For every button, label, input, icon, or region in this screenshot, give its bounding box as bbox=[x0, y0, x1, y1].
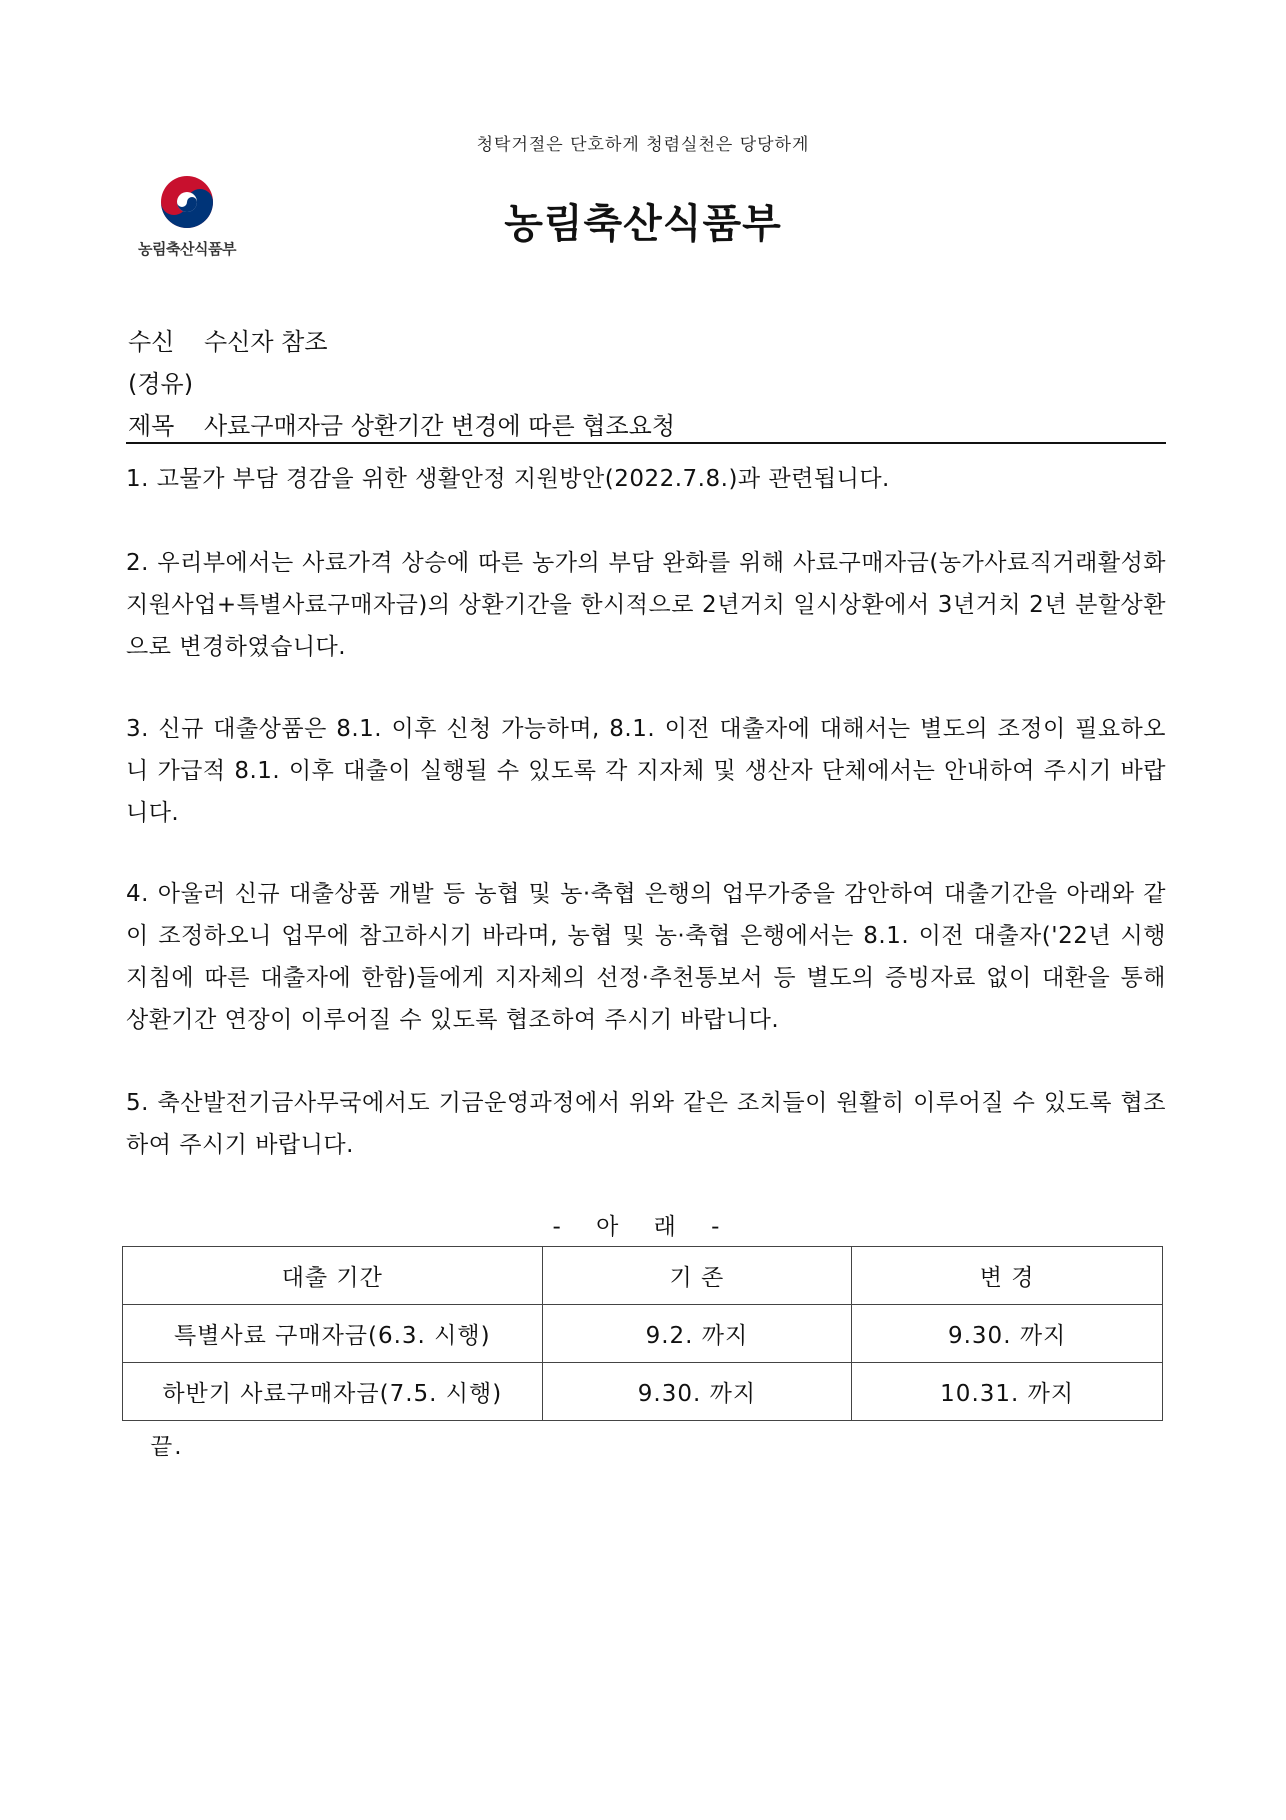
paragraph-3: 3. 신규 대출상품은 8.1. 이후 신청 가능하며, 8.1. 이전 대출자에 대해서는 별도의 조정이 필요하오니 가급적 8.1. 이후 대출이 실행될 수 있도록 각 지자체 및 생산자 단체에서는 안내하여 주시기 바랍니다. bbox=[126, 716, 1166, 826]
via-line: (경유) bbox=[128, 370, 194, 398]
table-header: 대출 기간 bbox=[123, 1247, 543, 1305]
recipient-line bbox=[128, 322, 328, 357]
table-cell: 10.31. 까지 bbox=[852, 1363, 1163, 1421]
table-cell: 특별사료 구매자금(6.3. 시행) bbox=[123, 1305, 543, 1363]
subject-label: 제목 bbox=[128, 412, 175, 440]
recipient-value: 수신자 참조 bbox=[204, 328, 328, 356]
ministry-title: 농림축산식품부 bbox=[504, 201, 782, 247]
table-header: 기 존 bbox=[542, 1247, 852, 1305]
below-heading: - 아 래 - bbox=[552, 1214, 734, 1240]
table-cell: 9.2. 까지 bbox=[542, 1305, 852, 1363]
end-mark: 끝. bbox=[150, 1434, 184, 1460]
slogan: 청탁거절은 단호하게 청렴실천은 당당하게 bbox=[476, 135, 810, 155]
table-row bbox=[123, 1305, 1163, 1363]
subject-line bbox=[128, 406, 675, 441]
loan-period-table bbox=[122, 1246, 1163, 1421]
header-divider bbox=[126, 442, 1166, 444]
recipient-label: 수신 bbox=[128, 328, 175, 356]
table-header-row bbox=[123, 1247, 1163, 1305]
logo-text: 농림축산식품부 bbox=[138, 240, 236, 258]
table-cell: 9.30. 까지 bbox=[542, 1363, 852, 1421]
table-row bbox=[123, 1363, 1163, 1421]
table-cell: 9.30. 까지 bbox=[852, 1305, 1163, 1363]
paragraph-2: 2. 우리부에서는 사료가격 상승에 따른 농가의 부담 완화를 위해 사료구매자금(농가사료직거래활성화지원사업+특별사료구매자금)의 상환기간을 한시적으로 2년거치 일시상환에서 3년거치 2년 분할상환으로 변경하였습니다. bbox=[126, 550, 1166, 660]
paragraph-4: 4. 아울러 신규 대출상품 개발 등 농협 및 농·축협 은행의 업무가중을 감안하여 대출기간을 아래와 같이 조정하오니 업무에 참고하시기 바라며, 농협 및 농·축협 은행에서는 8.1. 이전 대출자('22년 시행지침에 따른 대출자에 한함)들에게 지자체의 선정·추천통보서 등 별도의 증빙자료 없이 대환을 통해 상환기간 연장이 이루어질 수 있도록 협조하여 주시기 바랍니다. bbox=[126, 881, 1166, 1033]
table-header: 변 경 bbox=[852, 1247, 1163, 1305]
paragraph-1: 1. 고물가 부담 경감을 위한 생활안정 지원방안(2022.7.8.)과 관련됩니다. bbox=[126, 466, 890, 492]
paragraph-5: 5. 축산발전기금사무국에서도 기금운영과정에서 위와 같은 조치들이 원활히 이루어질 수 있도록 협조하여 주시기 바랍니다. bbox=[126, 1090, 1166, 1158]
table-cell: 하반기 사료구매자금(7.5. 시행) bbox=[123, 1363, 543, 1421]
subject-value: 사료구매자금 상환기간 변경에 따른 협조요청 bbox=[204, 412, 676, 440]
